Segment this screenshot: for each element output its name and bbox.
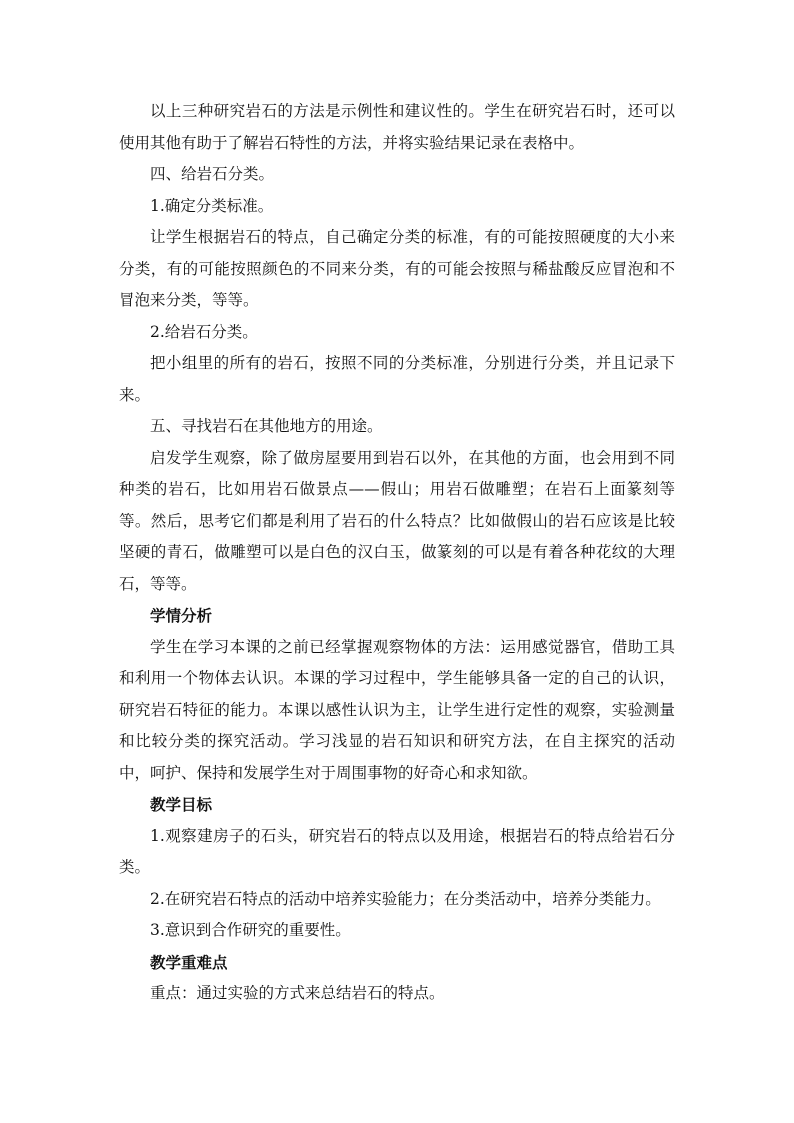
heading-key-difficult-points: 教学重难点 bbox=[150, 952, 228, 972]
heading-learner-analysis: 学情分析 bbox=[150, 606, 213, 625]
goal-2: 2.在研究岩石特点的活动中培养实验能力；在分类活动中，培养分类能力。 bbox=[150, 889, 661, 908]
paragraph-methods-note: 以上三种研究岩石的方法是示例性和建议性的。学生在研究岩石时，还可以使用其他有助于了解岩石特性的方法，并将实验结果记录在表格中。 bbox=[119, 102, 675, 152]
step-2-title: 2.给岩石分类。 bbox=[150, 322, 258, 341]
step-1-title: 1.确定分类标准。 bbox=[150, 196, 274, 215]
goal-3: 3.意识到合作研究的重要性。 bbox=[150, 921, 351, 939]
section-4-title: 四、给岩石分类。 bbox=[150, 165, 275, 183]
paragraph-key-point: 重点：通过实验的方式来总结岩石的特点。 bbox=[150, 984, 445, 1002]
paragraph-group-classification: 把小组里的所有的岩石，按照不同的分类标准，分别进行分类，并且记录下来。 bbox=[119, 354, 675, 404]
paragraph-learner-analysis: 学生在学习本课的之前已经掌握观察物体的方法：运用感觉器官，借助工具和利用一个物体去认识。本课的学习过程中，学生能够具备一定的自己的认识，研究岩石特征的能力。本课以感性认识为主，让学生进行定性的观察，实验测量和比较分类的探究活动。学习浅显的岩石知识和研究方法，在自主探究的活动中，呵护、保持和发展学生对于周围事物的好奇心和求知欲。 bbox=[119, 637, 675, 782]
section-5-title: 五、寻找岩石在其他地方的用途。 bbox=[150, 417, 383, 435]
paragraph-rock-uses: 启发学生观察，除了做房屋要用到岩石以外，在其他的方面，也会用到不同种类的岩石，比如用岩石做景点——假山；用岩石做雕塑；在岩石上面篆刻等等。然后，思考它们都是利用了岩石的什么特点？比如做假山的岩石应该是比较坚硬的青石，做雕塑可以是白色的汉白玉，做篆刻的可以是有着各种花纹的大理石，等等。 bbox=[119, 448, 675, 593]
goal-1: 1.观察建房子的石头，研究岩石的特点以及用途，根据岩石的特点给岩石分类。 bbox=[119, 826, 675, 876]
heading-teaching-goals: 教学目标 bbox=[150, 795, 213, 814]
document-body bbox=[119, 96, 675, 1010]
paragraph-classification-criteria: 让学生根据岩石的特点，自己确定分类的标准，有的可能按照硬度的大小来分类，有的可能按照颜色的不同来分类，有的可能会按照与稀盐酸反应冒泡和不冒泡来分类，等等。 bbox=[119, 228, 675, 309]
